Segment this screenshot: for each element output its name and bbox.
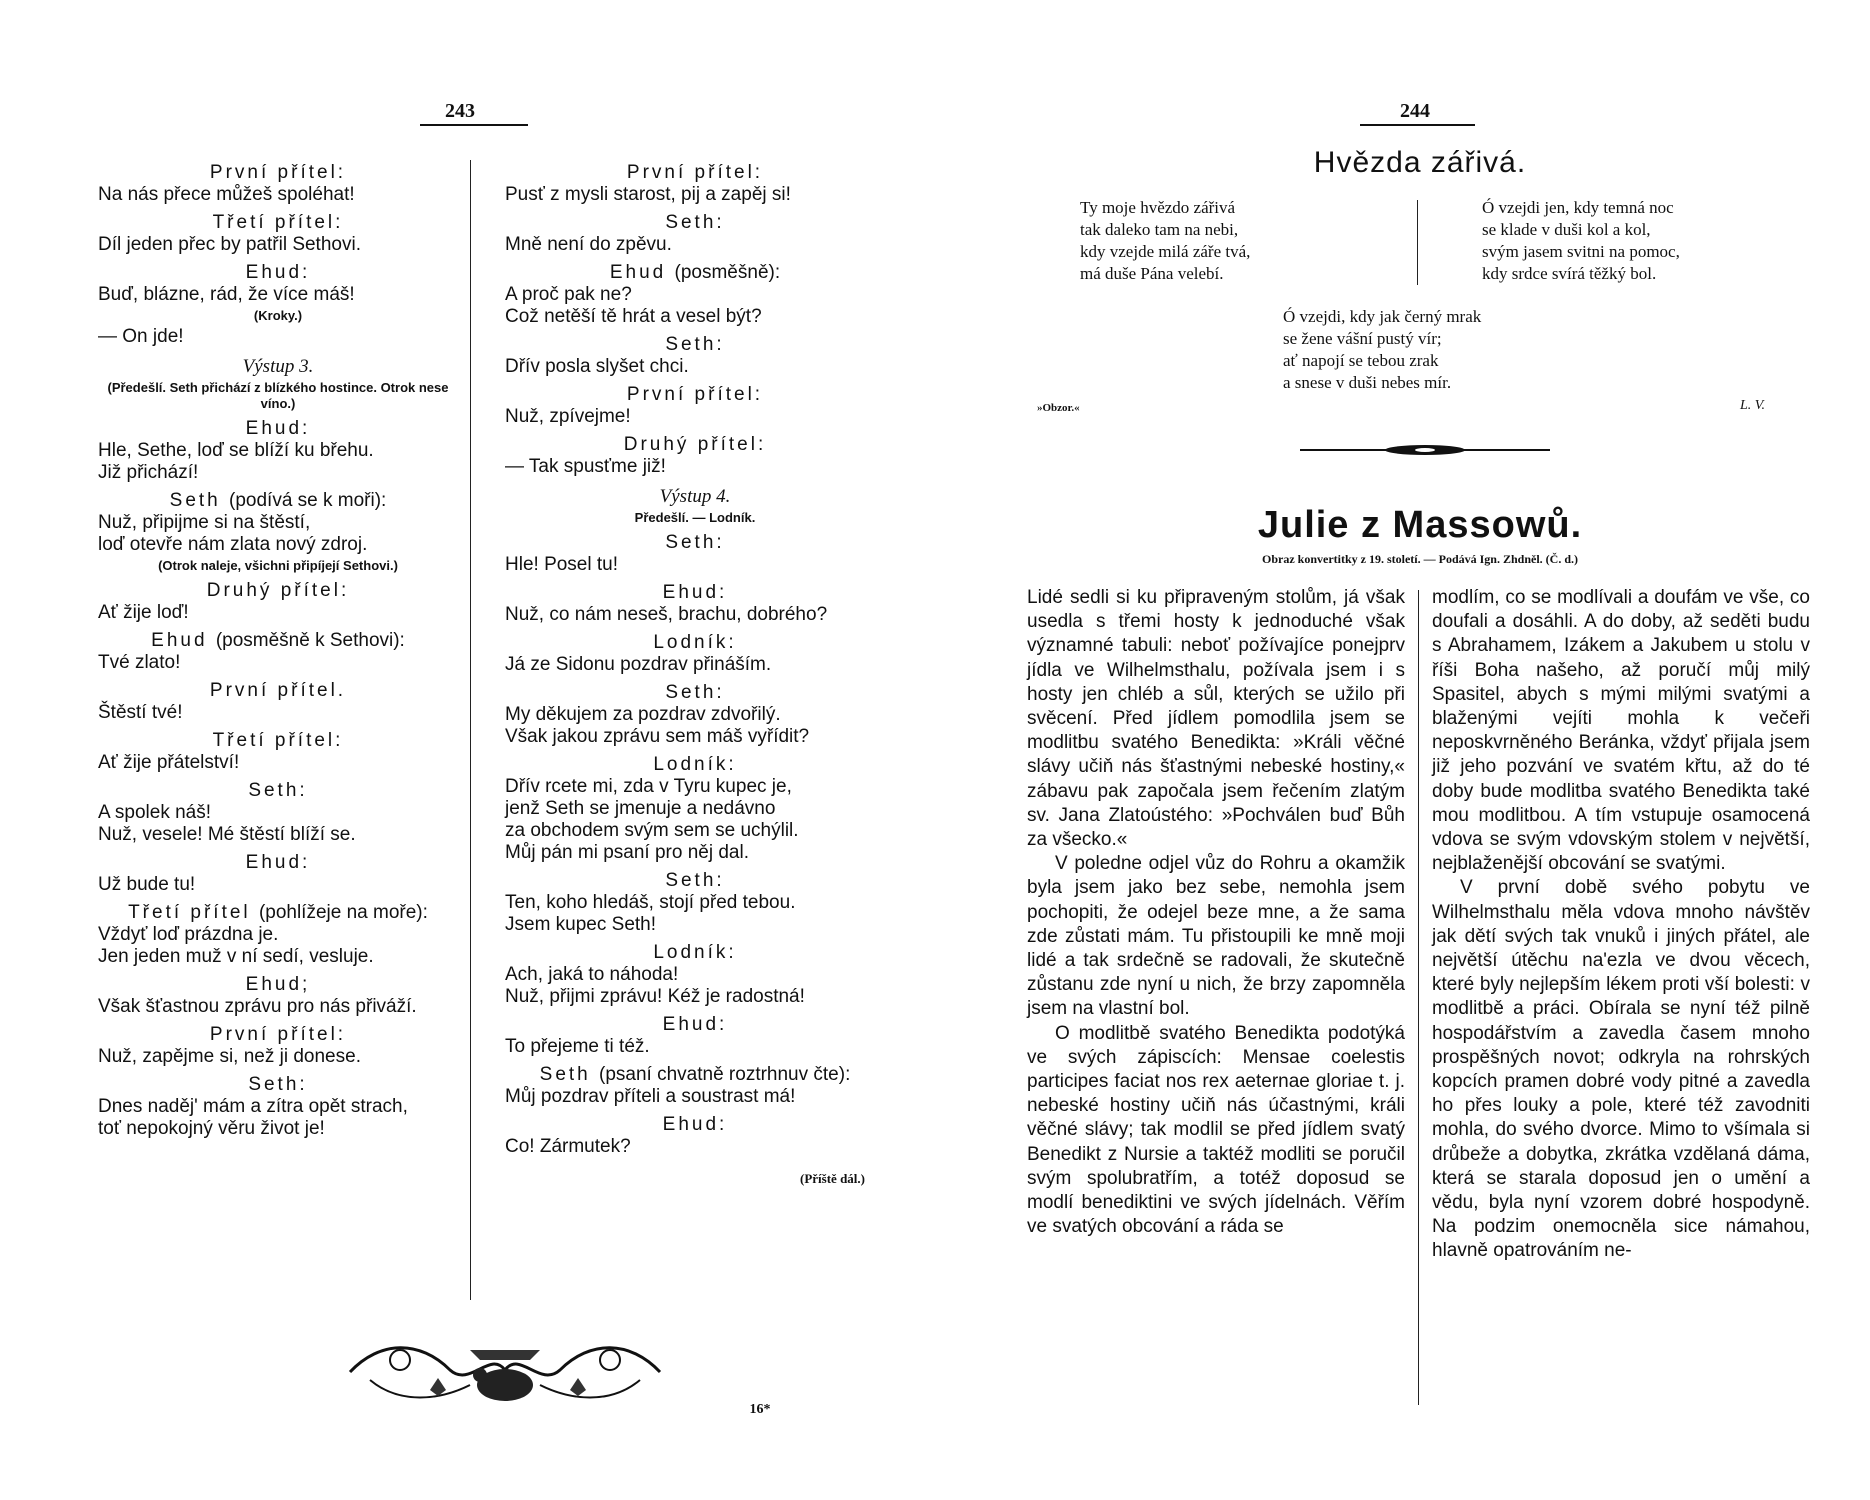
speaker-name: Seth: [665, 532, 725, 553]
right-header-rule [1360, 124, 1475, 126]
speaker-label [98, 680, 458, 702]
signature-mark: 16* [749, 1402, 771, 1417]
speaker-label [98, 780, 458, 802]
speaker-name: Ehud [609, 262, 667, 283]
article-paragraph: V poledne odjel vůz do Rohru a okamžik byla jsem jako bez sebe, nemohla jsem pochopiti, že odejel beze mne, a že sama zde zůstati mám. Tu přistoupili ke mně moji lidé a tak srdečně se radovali, že skutečně zůstanu zde nyní u nich, že brzy zapomněla jsem na vlastní bol. [1027, 853, 1405, 1020]
verse-line: jenž Seth se jmenuje a nedávno [505, 798, 776, 819]
verse-line: Já ze Sidonu pozdrav přináším. [505, 654, 772, 675]
verse-line: Což netěší tě hrát a vesel být? [505, 306, 762, 327]
poem-stanza-3 [1283, 306, 1481, 394]
poem-line: se klade v duši kol a kol, [1482, 220, 1651, 239]
speaker-label [505, 582, 885, 604]
speaker-name: Ehud: [245, 418, 311, 439]
speaker-label [505, 870, 885, 892]
article-column-1 [1027, 586, 1405, 1239]
article-column-divider [1418, 590, 1419, 1405]
speaker-label [98, 262, 458, 284]
verse-line: Jsem kupec Seth! [505, 914, 657, 935]
speaker-name: Druhý přítel: [623, 434, 767, 455]
verse-line: Pusť z mysli starost, pij a zapěj si! [505, 184, 791, 205]
verse-line: Nuž, zpívejme! [505, 406, 631, 427]
speaker-label [98, 162, 458, 184]
verse-line: Nuž, zapějme si, než ji donese. [98, 1046, 361, 1067]
verse-line: Ach, jaká to náhoda! [505, 964, 679, 985]
stage-note: (pohlížeje na moře): [258, 902, 428, 923]
stage-direction: (Otrok naleje, všichni připíjejí Sethovi.) [158, 558, 398, 573]
speaker-name: Ehud [151, 630, 208, 651]
verse-line: Už bude tu! [98, 874, 196, 895]
verse-line: To přejeme ti též. [505, 1036, 650, 1057]
verse-line: Jen jeden muž v ní sedí, vesluje. [98, 946, 374, 967]
article-paragraph: O modlitbě svatého Benedikta podotýká ve svých zápiscích: Mensae coelestis participes faciat nos rex aeternae gloriae t. j. nebeské hostiny učiň nás účastnými, králi věčné slávy; tak modlil se před jídlem svatý Benedikt z Nursie a taktéž modliti se poručil svým spolubratřím, a totéž doposud se modlí benediktini ve svých jídelnách. Věřím ve svatých obcování a ráda se [1027, 1022, 1405, 1238]
article-title: Julie z Massowů. [1257, 504, 1583, 546]
speaker-name: První přítel: [626, 162, 764, 183]
speaker-label [505, 262, 885, 284]
verse-line: Hle! Posel tu! [505, 554, 618, 575]
poem-line: ať napojí se tebou zrak [1283, 351, 1439, 370]
stage-note: (posměšně k Sethovi): [215, 630, 405, 651]
speaker-name: První přítel. [209, 680, 347, 701]
poem-line: tak daleko tam na nebi, [1080, 220, 1239, 239]
poem-line: a snese v duši nebes mír. [1283, 373, 1452, 392]
verse-line: Štěstí tvé! [98, 702, 183, 723]
verse-line: Již přichází! [98, 462, 199, 483]
article-column-2 [1432, 586, 1810, 1264]
stage-direction: Předešlí. — Lodník. [634, 510, 756, 525]
article-paragraph: V první době svého pobytu ve Wilhelmsthalu měla vdova mnoho návštěv jak dětí svých tak vnuků i jiných přátel, ale největší útěchu na'ezla ve dvou věcech, které byly nejlepším lékem proti vší bolesti: v modlitbě a práci. Obírala se nyní též pilně hospodářstvím a zavedla časem mnoho prospěšných novot; odkryla na rohrských kopcích pramen dobré vody pitné a zavedla ho přes louky a pole, které též zavodniti mohla, do svého dvorce. Mimo to všímala si drůbeže a dobytka, zkrátka vzdělaná dáma, která se starala doposud jen o umění a vědu, byla nyní vzorem dobré hospodyně. Na podzim onemocněla sice námahou, hlavně opatrováním ne- [1432, 877, 1810, 1262]
speaker-name: Ehud: [245, 262, 311, 283]
speaker-label [98, 1074, 458, 1096]
speaker-name: Lodník: [653, 632, 737, 653]
column-divider [470, 160, 471, 1300]
speaker-name: Seth: [665, 212, 725, 233]
verse-line: Ať žije loď! [98, 602, 189, 623]
speaker-label [505, 754, 885, 776]
stage-note: (podívá se k moři): [229, 490, 387, 511]
verse-line: A proč pak ne? [505, 284, 632, 305]
speaker-label [505, 1014, 885, 1036]
speaker-label [98, 852, 458, 874]
verse-line: My děkujem za pozdrav zdvořilý. [505, 704, 781, 725]
speaker-label [98, 490, 458, 512]
stage-note: (posměšně): [674, 262, 781, 283]
poem-stanza-1 [1080, 197, 1250, 285]
speaker-label [505, 632, 885, 654]
verse-line: A spolek náš! [98, 802, 212, 823]
poem-line: kdy srdce svírá těžký bol. [1482, 264, 1657, 283]
speaker-name: Seth: [665, 334, 725, 355]
verse-line: loď otevře nám zlata nový zdroj. [98, 534, 368, 555]
left-page-column-2 [505, 156, 885, 1190]
speaker-name: Ehud: [662, 582, 728, 603]
verse-line: — Tak spusťme již! [505, 456, 666, 477]
verse-line: Však jakou zprávu sem máš vyřídit? [505, 726, 810, 747]
poem-divider [1417, 200, 1418, 285]
verse-line: Ten, koho hledáš, stojí před tebou. [505, 892, 796, 913]
speaker-name: Třetí přítel [128, 902, 251, 923]
poem-line: Ty moje hvězdo zářivá [1080, 198, 1236, 217]
verse-line: Na nás přece můžeš spoléhat! [98, 184, 355, 205]
verse-line: Nuž, co nám neseš, brachu, dobrého? [505, 604, 828, 625]
stage-direction: (Kroky.) [253, 308, 303, 323]
left-page-number: 243 [445, 100, 475, 122]
poem-line: se žene vášní pustý vír; [1283, 329, 1442, 348]
speaker-name: Ehud: [245, 852, 311, 873]
speaker-label [98, 902, 458, 924]
speaker-label [505, 212, 885, 234]
verse-line: Dnes naděj' mám a zítra opět strach, [98, 1096, 408, 1117]
verse-line: Však šťastnou zprávu pro nás přiváží. [98, 996, 417, 1017]
verse-line: Dřív rcete mi, zda v Tyru kupec je, [505, 776, 792, 797]
verse-line: Můj pozdrav příteli a soustrast má! [505, 1086, 796, 1107]
verse-line: Můj pán mi psaní pro něj dal. [505, 842, 749, 863]
ornamental-divider [1300, 443, 1550, 455]
poem-title: Hvězda zářivá. [1313, 146, 1527, 179]
speaker-name: První přítel: [209, 162, 347, 183]
continued-note: (Příště dál.) [800, 1171, 865, 1186]
verse-line: Tvé zlato! [98, 652, 181, 673]
speaker-name: Druhý přítel: [206, 580, 350, 601]
speaker-label [98, 730, 458, 752]
speaker-name: Seth [539, 1064, 591, 1085]
verse-line: Nuž, vesele! Mé štěstí blíží se. [98, 824, 356, 845]
poem-line: svým jasem svitni na pomoc, [1482, 242, 1680, 261]
verse-line: — On jde! [98, 326, 184, 347]
speaker-name: Seth [169, 490, 221, 511]
speaker-name: Lodník: [653, 942, 737, 963]
poem-stanza-2 [1482, 197, 1680, 285]
left-page-column-1 [98, 156, 458, 1140]
stage-note: (psaní chvatně roztrhnuv čte): [599, 1064, 851, 1085]
speaker-label [98, 630, 458, 652]
speaker-name: První přítel: [626, 384, 764, 405]
speaker-label [505, 682, 885, 704]
speaker-name: Třetí přítel: [212, 212, 344, 233]
scene-heading: Výstup 4. [659, 486, 731, 507]
article-paragraph: modlím, co se modlívali a doufám ve vše, co doufali a dosáhli. A do doby, až seděti budu s Abrahamem, Izákem a Jakubem u stolu v říši Boha našeho, až poručí můj milý Spasitel, abych s mými milými svatými a blaženými vejíti mohla k večeři neposkvrněného Beránka, vždyť přijala jsem již jeho pozvání ve svatém křtu, až do té doby bude modlitba svatého Benedikta také mou modlitbou. A tím vstupuje osamocená vdova se svým vdovským stolem v největší, nejblaženější obcování se svatými. [1432, 587, 1810, 875]
speaker-name: Seth: [248, 1074, 308, 1095]
speaker-label [98, 580, 458, 602]
poem-signature: L. V. [1740, 398, 1766, 413]
speaker-label [98, 974, 458, 996]
verse-line: Buď, blázne, rád, že více máš! [98, 284, 355, 305]
verse-line: Nuž, přijmi zprávu! Kéž je radostná! [505, 986, 805, 1007]
speaker-label [505, 1114, 885, 1136]
speaker-label [98, 418, 458, 440]
speaker-name: Seth: [665, 682, 725, 703]
speaker-label [505, 334, 885, 356]
right-page-number: 244 [1400, 100, 1430, 122]
speaker-label [505, 384, 885, 406]
speaker-name: Třetí přítel: [212, 730, 344, 751]
article-subtitle: Obraz konvertitky z 19. století. — Podává Ign. Zhdněl. (Č. d.) [1261, 552, 1578, 566]
speaker-name: První přítel: [209, 1024, 347, 1045]
speaker-name: Seth: [665, 870, 725, 891]
speaker-label [98, 1024, 458, 1046]
verse-line: za obchodem svým sem se uchýlil. [505, 820, 799, 841]
verse-line: Co! Zármutek? [505, 1136, 631, 1157]
speaker-name: Lodník: [653, 754, 737, 775]
speaker-name: Ehud; [245, 974, 311, 995]
verse-line: Nuž, připijme si na štěstí, [98, 512, 311, 533]
vignette-ornament [340, 1330, 670, 1415]
speaker-label [98, 212, 458, 234]
poem-line: Ó vzejdi, kdy jak černý mrak [1283, 307, 1482, 326]
stage-direction: (Předešlí. Seth přichází z blízkého hostince. Otrok nese víno.) [107, 380, 449, 411]
verse-line: Vždyť loď prázdna je. [98, 924, 279, 945]
speaker-name: Seth: [248, 780, 308, 801]
poem-source: »Obzor.« [1037, 402, 1080, 414]
poem-line: Ó vzejdi jen, kdy temná noc [1482, 198, 1674, 217]
speaker-label [505, 532, 885, 554]
article-paragraph: Lidé sedli si ku připraveným stolům, já však usedla s třemi hosty k jednoduché však významné tabuli: neboť požívajíce ponejprv jídla ve Wilhelmsthalu, požívala jsem i s hosty jen chléb a sůl, kterých se užilo při svěcení. Před jídlem pomodlila jsem se modlitbu svatého Benedikta: »Králi věčné slávy učiň nás šťastnými nebeské hostiny,« zábavu pak započala jsem řečením zlatým sv. Jana Zlatoústého: »Pochválen buď Bůh za všecko.« [1027, 587, 1405, 851]
speaker-name: Ehud: [662, 1014, 728, 1035]
poem-line: kdy vzejde milá záře tvá, [1080, 242, 1251, 261]
verse-line: Mně není do zpěvu. [505, 234, 672, 255]
scene-heading: Výstup 3. [242, 356, 314, 377]
speaker-label [505, 162, 885, 184]
verse-line: Díl jeden přec by patřil Sethovi. [98, 234, 361, 255]
verse-line: toť nepokojný věru život je! [98, 1118, 325, 1139]
speaker-label [505, 434, 885, 456]
left-header-rule [420, 124, 528, 126]
verse-line: Hle, Sethe, loď se blíží ku břehu. [98, 440, 374, 461]
verse-line: Dřív posla slyšet chci. [505, 356, 689, 377]
poem-line: má duše Pána velebí. [1080, 264, 1224, 283]
verse-line: Ať žije přátelství! [98, 752, 240, 773]
speaker-label [505, 942, 885, 964]
speaker-label [505, 1064, 885, 1086]
speaker-name: Ehud: [662, 1114, 728, 1135]
